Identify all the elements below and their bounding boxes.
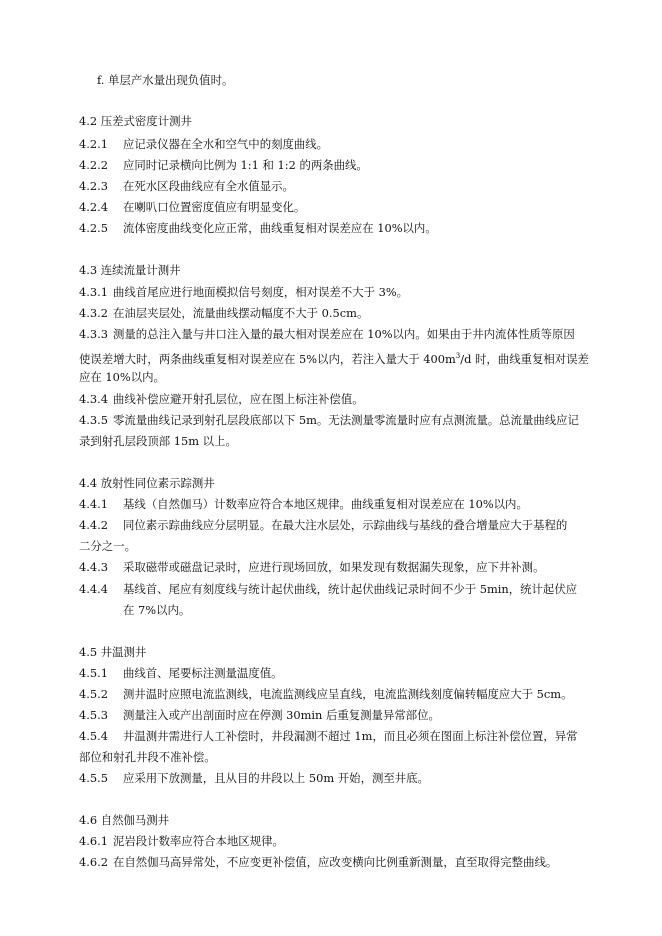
list-item: 4.5.1 曲线首、尾要标注测量温度值。 [79,666,283,680]
list-item-continuation: 部位和射孔井段不准补偿。 [79,750,216,764]
list-item-continuation: 二分之一。 [79,539,136,553]
list-item: 4.6.1 泥岩段计数率应符合本地区规律。 [79,834,284,848]
list-item: 4.3.2 在油层夹层处，流量曲线摆动幅度不大于 0.5cm。 [79,306,369,320]
section-heading: 4.3 连续流量计测井 [79,263,181,277]
section-heading: 4.6 自然伽马测井 [79,813,170,827]
list-item: 4.4.2 同位素示踪曲线应分层明显。在最大注水层处，示踪曲线与基线的叠合增量应大于基程的 [79,518,568,532]
list-item: 4.5.4 井温测井需进行人工补偿时，井段漏测不超过 1m，而且必须在图面上标注补偿位置，异常 [79,729,578,743]
list-item-continuation: 使误差增大时，两条曲线重复相对误差应在 5%以内，若注入量大于 $400m^3/d$ 时，曲线重复相对误差 [79,351,589,366]
section-heading: 4.5 井温测井 [79,645,147,659]
list-item: 4.2.3 在死水区段曲线应有全水值显示。 [79,179,294,193]
list-item: 4.5.2 测井温时应照电流监测线，电流监测线应呈直线，电流监测线刻度偏转幅度应大于 5cm。 [79,687,573,701]
section-heading: 4.4 放射性同位素示踪测井 [79,476,215,490]
list-item-continuation: 录到射孔层段顶部 15m 以上。 [79,434,237,448]
section-heading: 4.2 压差式密度计测井 [79,114,192,128]
list-item-continuation: 应在 10%以内。 [79,370,165,384]
list-item-continuation: 在 7%以内。 [123,603,191,617]
list-item: 4.5.5 应采用下放测量，且从目的井段以上 50m 开始，测至井底。 [79,771,429,785]
list-item: 4.2.1 应记录仪器在全水和空气中的刻度曲线。 [79,137,329,151]
list-item: 4.3.1 曲线首尾应进行地面模拟信号刻度，相对误差不大于 3%。 [79,285,409,299]
list-item: 4.2.4 在喇叭口位置密度值应有明显变化。 [79,200,306,214]
list-item: f. 单层产水量出现负值时。 [97,73,234,87]
list-item: 4.5.3 测量注入或产出剖面时应在停测 30min 后重复测量异常部位。 [79,708,440,722]
list-item: 4.2.5 流体密度曲线变化应正常，曲线重复相对误差应在 10%以内。 [79,221,437,235]
list-item: 4.2.2 应同时记录横向比例为 1:1 和 1:2 的两条曲线。 [79,158,368,172]
list-item: 4.3.4 曲线补偿应避开射孔层位，应在图上标注补偿值。 [79,392,364,406]
list-item: 4.6.2 在自然伽马高异常处，不应变更补偿值，应改变横向比例重新测量，直至取得完整曲线。 [79,855,558,869]
list-item: 4.4.3 采取磁带或磁盘记录时，应进行现场回放，如果发现有数据漏失现象，应下井补测。 [79,560,545,574]
list-item: 4.4.1 基线（自然伽马）计数率应符合本地区规律。曲线重复相对误差应在 10%以内。 [79,497,528,511]
list-item: 4.3.5 零流量曲线记录到射孔层段底部以下 5m。无法测量零流量时应有点测流量。总流量曲线应记 [79,413,579,427]
list-item: 4.4.4 基线首、尾应有刻度线与统计起伏曲线，统计起伏曲线记录时间不少于 5min，统计起伏应 [79,582,578,596]
list-item: 4.3.3 测量的总注入量与井口注入量的最大相对误差应在 10%以内。如果由于井内流体性质等原因 [79,327,575,341]
